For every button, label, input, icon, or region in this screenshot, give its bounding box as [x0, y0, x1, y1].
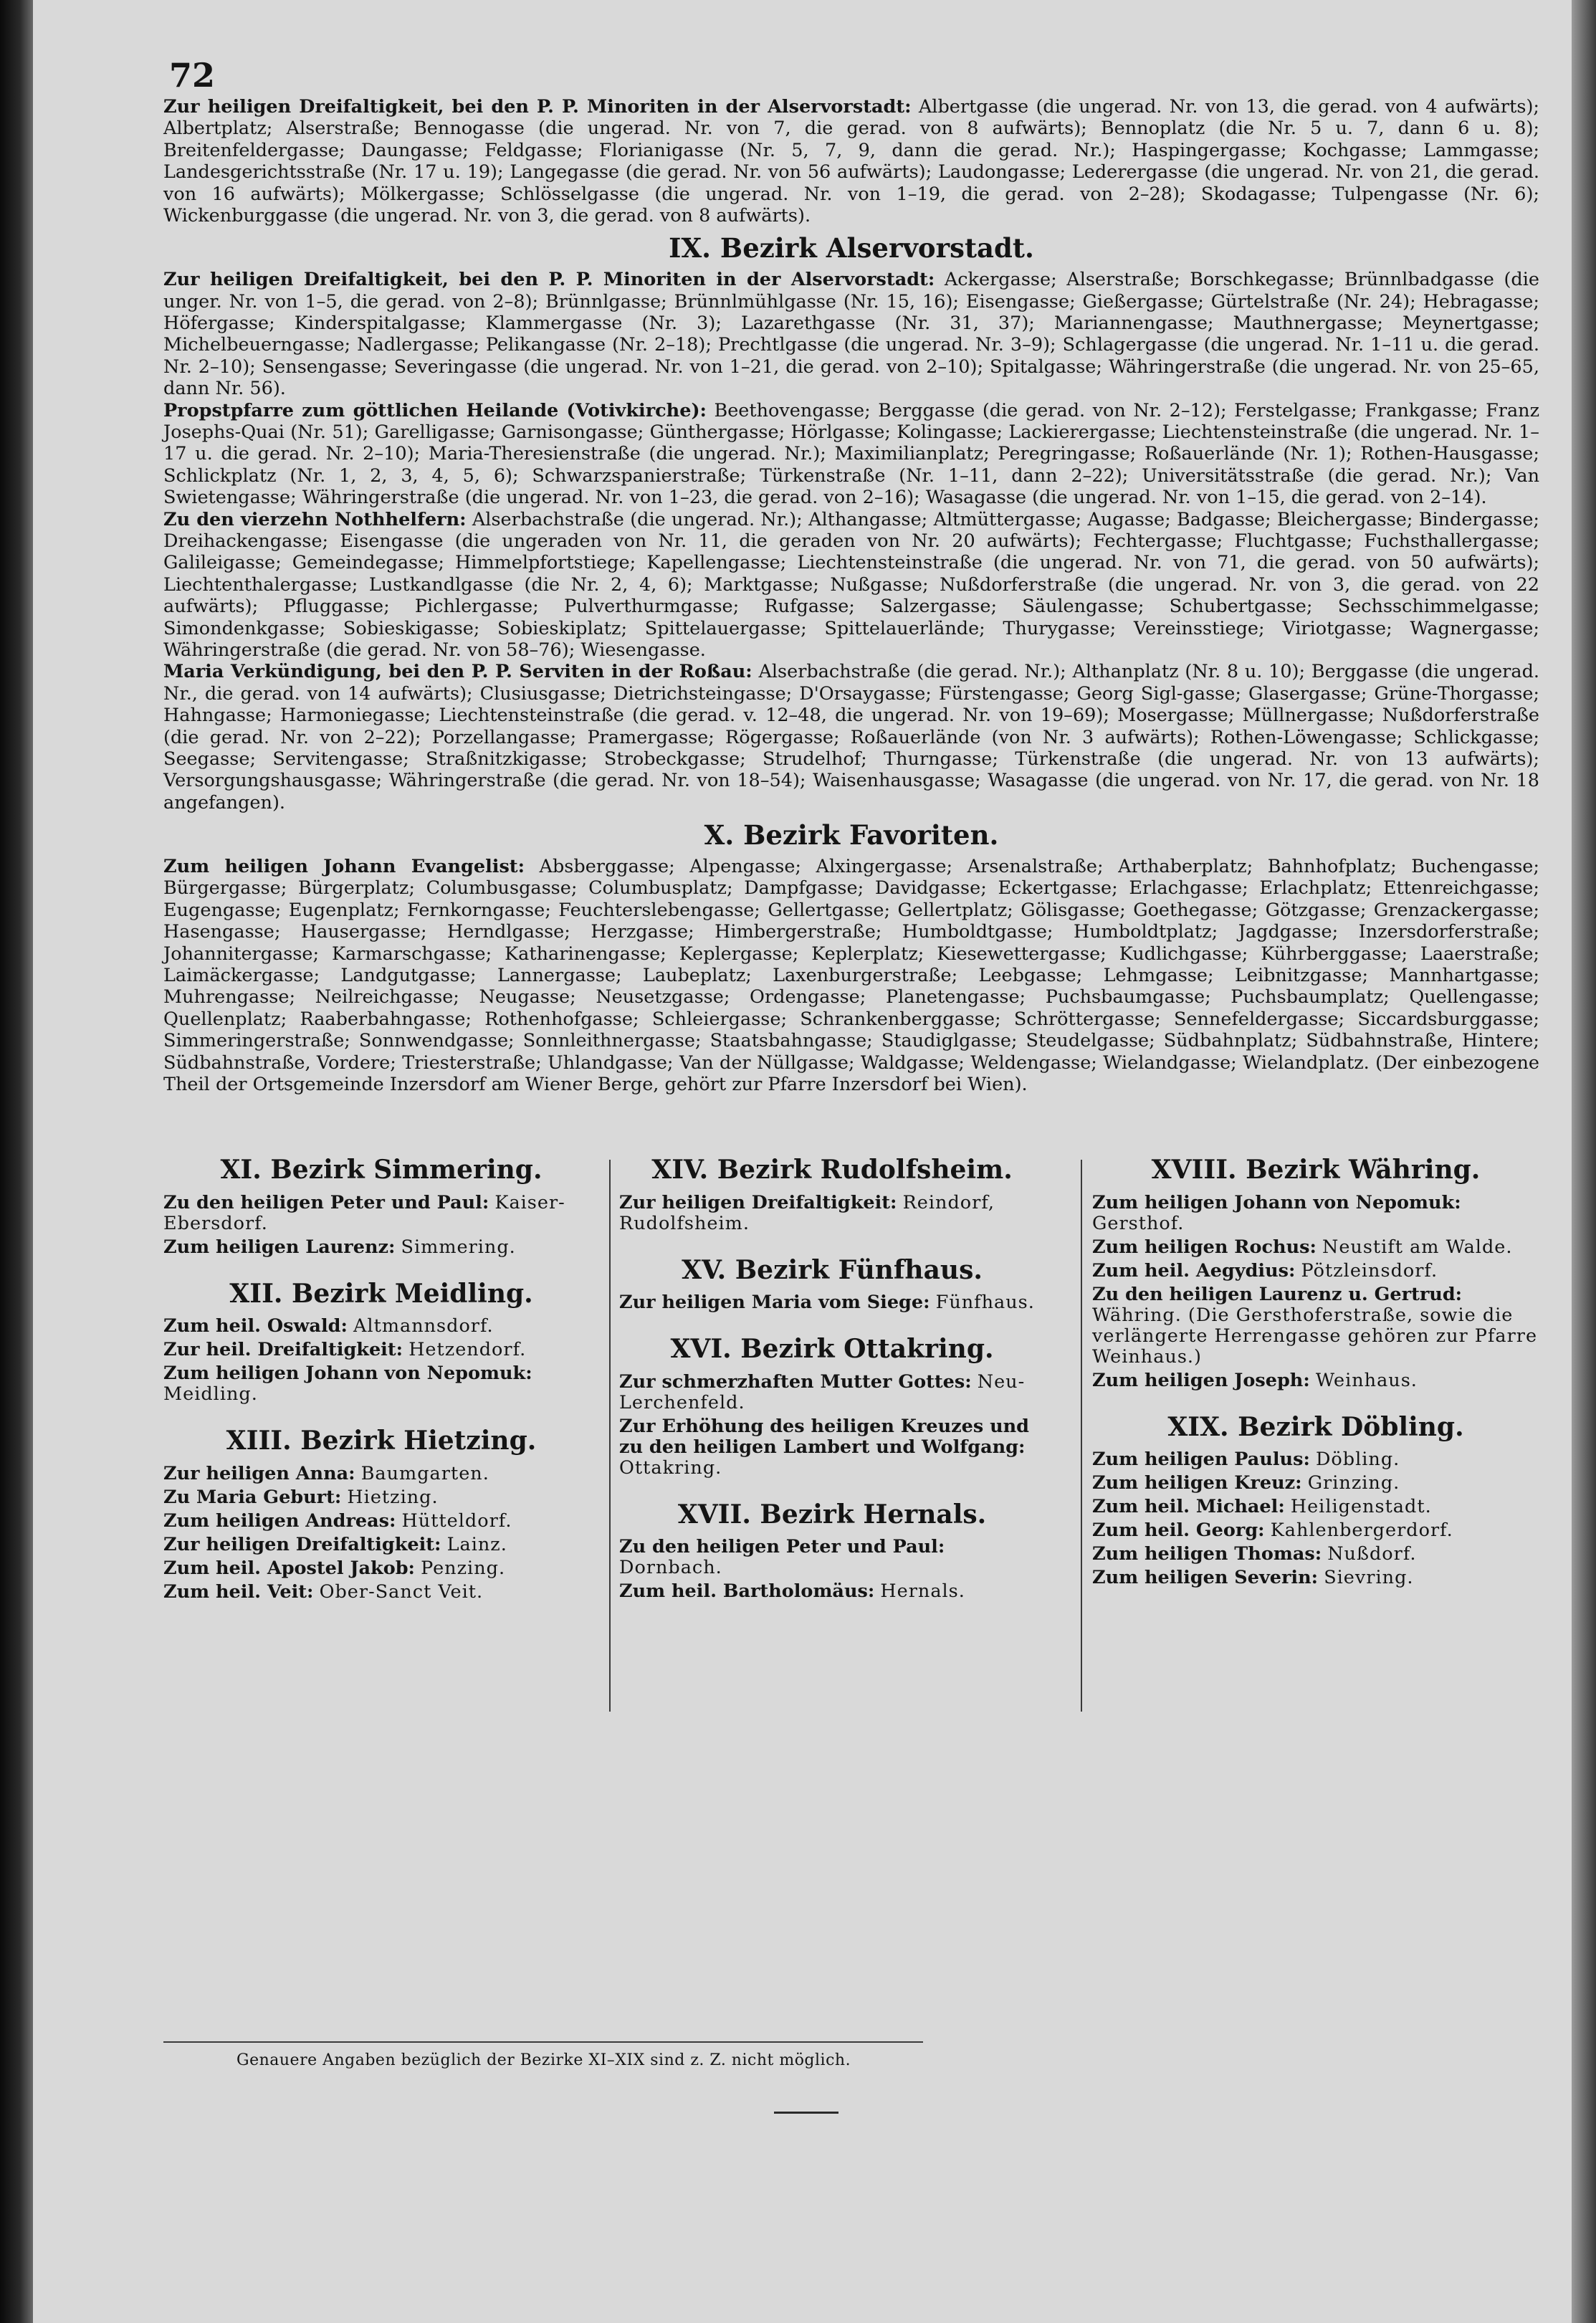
parish-entry [163, 1316, 599, 1337]
parish-entry [163, 1535, 599, 1555]
parish-name: Zum heil. Michael: [1092, 1496, 1285, 1518]
district-heading: XI. Bezirk Simmering. [220, 1155, 543, 1186]
parish-entry [1092, 1473, 1539, 1494]
parish-paragraph [163, 509, 1539, 662]
parish-location: Hetzendorf. [408, 1339, 527, 1361]
parish-name: Zum heil. Apostel Jakob: [163, 1557, 415, 1579]
parish-entry [619, 1537, 1045, 1578]
parish-location: Altmannsdorf. [353, 1315, 494, 1337]
parish-entry [163, 1193, 599, 1234]
parish-location: Weinhaus. [1315, 1369, 1418, 1391]
district-heading-x: X. Bezirk Favoriten. [704, 819, 999, 852]
parish-location: Döbling. [1315, 1449, 1400, 1471]
parish-location: Hütteldorf. [401, 1509, 512, 1532]
parish-name: Zum heil. Bartholomäus: [619, 1580, 875, 1602]
parish-entry [163, 1464, 599, 1484]
parish-name: Zur heiligen Dreifaltigkeit: [619, 1191, 897, 1213]
parish-name: Zu Maria Geburt: [163, 1486, 342, 1508]
parish-location: Grinzing. [1307, 1472, 1400, 1494]
parish-location: Fünfhaus. [935, 1292, 1035, 1314]
parish-name: Zum heil. Veit: [163, 1580, 314, 1603]
parish-name: Zum heiligen Thomas: [1092, 1543, 1322, 1565]
district-heading-ix: IX. Bezirk Alservorstadt. [669, 232, 1034, 264]
parish-entry [163, 1487, 599, 1508]
street-list: Alserbachstraße (die ungerad. Nr.); Althangasse; Altmüttergasse; Augasse; Badgasse; Bleichergasse; Bindergasse; Dreihackengasse; Eisengasse (die ungeraden von Nr. 11, die geraden von Nr. 20 aufwärts); Fechtergasse; Fluchtgasse; Fuchsthallergasse; Galileigasse; Gemeindegasse; Himmelpfortstiege; Kapellengasse; Liechtensteinstraße (die ungerad. Nr. von 71, die gerad. von 50 aufwärts); Liechtenthalergasse; Lustkandlgasse (die Nr. 2, 4, 6); Marktgasse; Nußgasse; Nußdorferstraße (die ungerad. Nr. von 3, die gerad. von 22 aufwärts); Pfluggasse; Pichlergasse; Pulverthurmgasse; Rufgasse; Salzergasse; Säulengasse; Schubertgasse; Sechsschimmelgasse; Simondenkgasse; Sobieskigasse; Sobieskiplatz; Spittelauergasse; Spittelauerlände; Thurygasse; Vereinsstiege; Viriotgasse; Wagnergasse; Währingerstraße (die gerad. Nr. von 58–76); Wiesengasse. [163, 508, 1540, 662]
parish-location: Hernals. [880, 1580, 965, 1602]
parish-entry [163, 1340, 599, 1360]
column-left [163, 1155, 599, 1605]
parish-paragraph [163, 400, 1539, 509]
parish-location: Ottakring. [619, 1456, 722, 1479]
parish-entry [619, 1292, 1045, 1313]
column-divider [1081, 1160, 1082, 1712]
parish-name: Zum heiligen Paulus: [1092, 1449, 1310, 1471]
parish-name: Zum heiligen Rochus: [1092, 1236, 1317, 1258]
parish-location: Neu-Lerchenfeld. [619, 1370, 1026, 1413]
parish-entry [1092, 1237, 1539, 1258]
district-heading: XIII. Bezirk Hietzing. [226, 1426, 537, 1456]
street-list: Ackergasse; Alserstraße; Borschkegasse; Brünnlbadgasse (die unger. Nr. von 1–5, die gerad. von 2–8); Brünnlgasse; Brünnlmühlgasse (Nr. 15, 16); Eisengasse; Gießergasse; Gürtelstraße (Nr. 24); Hebragasse; Höfergasse; Kinderspitalgasse; Klammergasse (Nr. 3); Lazarethgasse (Nr. 31, 37); Mariannengasse; Mauthnergasse; Meynertgasse; Michelbeuerngasse; Nadlergasse; Pelikangasse (Nr. 2–18); Prechtlgasse (die ungerad. Nr. 3–9); Schlagergasse (die ungerad. Nr. 1–11 u. die gerad. Nr. 2–10); Sensengasse; Severingasse (die ungerad. Nr. von 1–21, die gerad. von 2–10); Spitalgasse; Währingerstraße (die ungerad. Nr. von 25–65, dann Nr. 56). [163, 269, 1539, 400]
district-heading: XIX. Bezirk Döbling. [1167, 1411, 1464, 1442]
parish-name: Zum heiligen Johann von Nepomuk: [1092, 1191, 1461, 1213]
street-list: Beethovengasse; Berggasse (die gerad. von Nr. 2–12); Ferstelgasse; Frankgasse; Franz Josephs-Quai (Nr. 51); Garelligasse; Garnisongasse; Günthergasse; Hörlgasse; Kolingasse; Lackierergasse; Liechtensteinstraße (die ungerad. Nr. 1–17 u. die gerad. Nr. 2–10); Maria-Theresienstraße (die ungerad. Nr.); Maximilianplatz; Peregringasse; Roßauerlände (Nr. 1); Rothen-Hausgasse; Schlickplatz (Nr. 1, 2, 3, 4, 5, 6); Schwarzspanierstraße; Türkenstraße (Nr. 1–11, dann 2–22); Universitätsstraße (die gerad. Nr.); Van Swietengasse; Währingerstraße (die ungerad. Nr. von 1–23, die gerad. von 2–16); Wasagasse (die ungerad. Nr. von 1–15, die gerad. von 2–14). [163, 399, 1540, 509]
parish-location: Penzing. [421, 1557, 506, 1579]
parish-name: Zu den vierzehn Nothhelfern: [163, 508, 467, 530]
parish-name: Zur heiligen Dreifaltigkeit: [163, 1533, 441, 1555]
parish-name: Zur heiligen Dreifaltigkeit, bei den P. P. Minoriten in der Alservorstadt: [163, 269, 935, 291]
parish-location: Kaiser-Ebersdorf. [163, 1191, 565, 1234]
parish-entry [1092, 1284, 1539, 1368]
parish-paragraph [163, 856, 1539, 1095]
parish-entry [1092, 1497, 1539, 1517]
parish-name: Zum heiligen Severin: [1092, 1567, 1319, 1589]
parish-entry [1092, 1544, 1539, 1565]
district-heading: XIV. Bezirk Rudolfsheim. [651, 1155, 1013, 1186]
parish-name: Zum heil. Aegydius: [1092, 1259, 1296, 1282]
parish-paragraph [163, 96, 1539, 226]
parish-name: Zum heiligen Laurenz: [163, 1236, 396, 1258]
district-heading: XII. Bezirk Meidling. [229, 1278, 533, 1309]
parish-name: Zur heiligen Anna: [163, 1462, 355, 1484]
parish-entry [1092, 1370, 1539, 1391]
column-right [1092, 1155, 1539, 1591]
parish-name: Zum heiligen Johann Evangelist: [163, 855, 525, 877]
parish-name: Maria Verkündigung, bei den P. P. Serviten in der Roßau: [163, 661, 752, 683]
parish-name: Zur heiligen Maria vom Siege: [619, 1292, 930, 1314]
district-columns [163, 1155, 1539, 1686]
district-heading: XV. Bezirk Fünfhaus. [682, 1254, 983, 1285]
district-heading: XVIII. Bezirk Währing. [1151, 1155, 1481, 1186]
parish-location: Ober-Sanct Veit. [319, 1580, 484, 1603]
parish-location: Reindorf, Rudolfsheim. [619, 1191, 995, 1234]
district-heading: XVII. Bezirk Hernals. [677, 1499, 987, 1530]
book-spine [0, 0, 33, 2323]
page-number: 72 [169, 56, 216, 95]
parish-entry [619, 1581, 1045, 1602]
parish-location: Dornbach. [619, 1557, 722, 1578]
parish-entry [163, 1237, 599, 1258]
parish-name: Zum heiligen Kreuz: [1092, 1472, 1302, 1494]
parish-paragraph [163, 661, 1539, 814]
parish-entry [1092, 1568, 1539, 1588]
parish-name: Zum heil. Oswald: [163, 1315, 348, 1337]
parish-location: Heiligenstadt. [1290, 1496, 1432, 1518]
ornament-dash [774, 2112, 838, 2114]
parish-location: Währing. (Die Gersthoferstraße, sowie die verlängerte Herrengasse gehören zur Pfarre Weinhaus.) [1092, 1304, 1538, 1368]
parish-location: Sievring. [1324, 1567, 1414, 1589]
parish-name: Zum heiligen Joseph: [1092, 1369, 1310, 1391]
parish-location: Gersthof. [1092, 1212, 1185, 1234]
parish-location: Hietzing. [347, 1486, 439, 1508]
parish-paragraph [163, 269, 1539, 399]
street-list: Absberggasse; Alpengasse; Alxingergasse; Arsenalstraße; Arthaberplatz; Bahnhofplatz; Buchengasse; Bürgergasse; Bürgerplatz; Columbusgasse; Columbusplatz; Dampfgasse; Davidgasse; Eckertgasse; Erlachgasse; Erlachplatz; Ettenreichgasse; Eugengasse; Eugenplatz; Fernkorngasse; Feuchterslebengasse; Gellertgasse; Gellertplatz; Gölisgasse; Goethegasse; Götzgasse; Grenzackergasse; Hasengasse; Hausergasse; Herndlgasse; Herzgasse; Himbergerstraße; Humboldtgasse; Humboldtplatz; Jagdgasse; Inzersdorferstraße; Johannitergasse; Karmarschgasse; Katharinengasse; Keplergasse; Keplerplatz; Kiesewettergasse; Kudlichgasse; Kührberggasse; Laaerstraße; Laimäckergasse; Landgutgasse; Lannergasse; Laubeplatz; Laxenburgerstraße; Leebgasse; Lehmgasse; Leibnitzgasse; Mannhartgasse; Muhrengasse; Neilreichgasse; Neugasse; Neusetzgasse; Ordengasse; Planetengasse; Puchsbaumgasse; Puchsbaumplatz; Quellengasse; Quellenplatz; Raaberbahngasse; Rothenhofgasse; Schleiergasse; Schrankenberggasse; Schröttergasse; Sennefeldergasse; Siccardsburggasse; Simmeringerstraße; Sonnwendgasse; Sonnleithnergasse; Staatsbahngasse; Staudiglgasse; Steudelgasse; Südbahnplatz; Südbahnstraße, Hintere; Südbahnstraße, Vordere; Triesterstraße; Uhlandgasse; Van der Nüllgasse; Waldgasse; Weldengasse; Wielandgasse; Wielandplatz. (Der einbezogene Theil der Ortsgemeinde Inzersdorf am Wiener Berge, gehört zur Pfarre Inzersdorf bei Wien). [163, 855, 1539, 1096]
parish-entry [163, 1363, 599, 1405]
parish-name: Zu den heiligen Peter und Paul: [619, 1536, 945, 1558]
parish-location: Kahlenbergerdorf. [1270, 1520, 1453, 1542]
parish-entry [1092, 1261, 1539, 1282]
page-edge [1572, 0, 1596, 2323]
footnote-rule [163, 2041, 923, 2043]
parish-entry [1092, 1520, 1539, 1541]
parish-name: Zu den heiligen Peter und Paul: [163, 1191, 489, 1213]
parish-entry [1092, 1193, 1539, 1234]
parish-entry [163, 1511, 599, 1532]
parish-location: Nußdorf. [1327, 1543, 1417, 1565]
parish-name: Zu den heiligen Laurenz u. Gertrud: [1092, 1283, 1463, 1305]
parish-entry [163, 1582, 599, 1603]
parish-name: Zum heiligen Johann von Nepomuk: [163, 1363, 532, 1385]
parish-entry [619, 1193, 1045, 1234]
column-middle [619, 1155, 1045, 1605]
parish-location: Lainz. [446, 1533, 507, 1555]
parish-name: Propstpfarre zum göttlichen Heilande (Votivkirche): [163, 399, 707, 421]
parish-name: Zum heil. Georg: [1092, 1520, 1265, 1542]
parish-name: Zur schmerzhaften Mutter Gottes: [619, 1370, 972, 1393]
parish-name: Zur heil. Dreifaltigkeit: [163, 1339, 403, 1361]
parish-entry [619, 1372, 1045, 1413]
parish-location: Simmering. [401, 1236, 516, 1258]
parish-entry [163, 1558, 599, 1579]
column-divider [609, 1160, 611, 1712]
parish-name: Zur heiligen Dreifaltigkeit, bei den P. P. Minoriten in der Alservorstadt: [163, 96, 912, 118]
parish-location: Neustift am Walde. [1322, 1236, 1513, 1258]
parish-entry [1092, 1449, 1539, 1470]
footnote: Genauere Angaben bezüglich der Bezirke XI–XIX sind z. Z. nicht möglich. [236, 2051, 851, 2069]
parish-location: Meidling. [163, 1383, 258, 1406]
street-list: Albertgasse (die ungerad. Nr. von 13, die gerad. von 4 aufwärts); Albertplatz; Alserstraße; Bennogasse (die ungerad. Nr. von 7, die gerad. von 8 aufwärts); Bennoplatz (die Nr. 5 u. 7, dann 6 u. 8); Breitenfeldergasse; Daungasse; Feldgasse; Florianigasse (Nr. 5, 7, 9, dann die gerad. Nr.); Haspingergasse; Kochgasse; Lammgasse; Landesgerichtsstraße (Nr. 17 u. 19); Langegasse (die gerad. Nr. von 56 aufwärts); Laudongasse; Lederergasse (die ungerad. Nr. von 21, die gerad. von 16 aufwärts); Mölkergasse; Schlösselgasse (die ungerad. Nr. von 1–19, die gerad. von 2–28); Skodagasse; Tulpengasse (Nr. 6); Wickenburggasse (die ungerad. Nr. von 3, die gerad. von 8 aufwärts). [163, 96, 1539, 227]
parish-location: Baumgarten. [360, 1462, 489, 1484]
parish-name: Zur Erhöhung des heiligen Kreuzes und zu den heiligen Lambert und Wolfgang: [619, 1415, 1030, 1458]
parish-location: Pötzleinsdorf. [1301, 1259, 1438, 1282]
street-list: Alserbachstraße (die gerad. Nr.); Althanplatz (Nr. 8 u. 10); Berggasse (die ungerad. Nr., die gerad. von 14 aufwärts); Clusiusgasse; Dietrichsteingasse; D'Orsaygasse; Fürstengasse; Georg Sigl-gasse; Glasergasse; Grüne-Thorgasse; Hahngasse; Harmoniegasse; Liechtensteinstraße (die gerad. v. 12–48, die ungerad. Nr. von 19–69); Mosergasse; Müllnergasse; Nußdorferstraße (die gerad. Nr. von 2–22); Porzellangasse; Pramergasse; Rögergasse; Roßauerlände (von Nr. 3 aufwärts); Rothen-Löwengasse; Schlickgasse; Seegasse; Servitengasse; Straßnitzkigasse; Strobeckgasse; Strudelhof; Thurngasse; Türkenstraße (die ungerad. Nr. von 13 aufwärts); Versorgungshausgasse; Währingerstraße (die gerad. Nr. von 18–54); Waisenhausgasse; Wasagasse (die ungerad. von Nr. 17, die gerad. von Nr. 18 angefangen). [163, 661, 1540, 814]
parish-entry [619, 1416, 1045, 1479]
page-content [163, 47, 1539, 1686]
district-heading: XVI. Bezirk Ottakring. [670, 1334, 994, 1365]
parish-name: Zum heiligen Andreas: [163, 1509, 396, 1532]
